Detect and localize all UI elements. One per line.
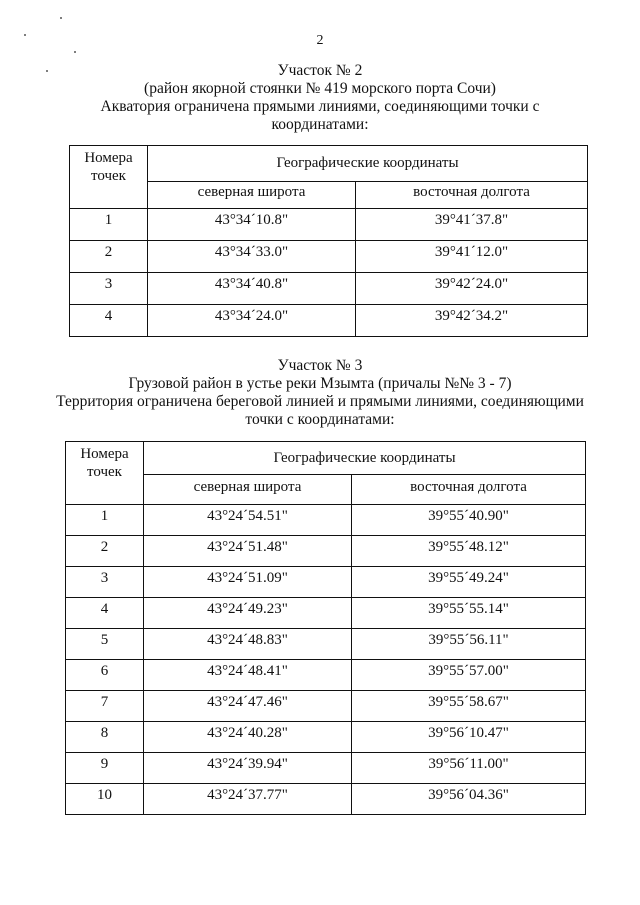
longitude-cell: 39°55´40.90" [352, 505, 586, 536]
section3-subtitle: Грузовой район в устье реки Мзымта (причалы №№ 3 - 7) [128, 375, 512, 392]
point-number: 3 [70, 273, 148, 305]
longitude-cell: 39°56´10.47" [352, 722, 586, 753]
latitude-cell: 43°34´40.8" [148, 273, 356, 305]
column-header-number [66, 442, 144, 505]
table-row [66, 660, 586, 691]
section2-description-line1: Акватория ограничена прямыми линиями, соединяющими точки с [100, 98, 540, 115]
point-number: 5 [66, 629, 144, 660]
point-number: 2 [66, 536, 144, 567]
longitude-cell: 39°55´56.11" [352, 629, 586, 660]
longitude-cell: 39°55´48.12" [352, 536, 586, 567]
latitude-cell: 43°24´49.23" [144, 598, 352, 629]
table-row [66, 536, 586, 567]
section2-subtitle: (район якорной стоянки № 419 морского порта Сочи) [144, 80, 496, 97]
column-header-number-line2: точек [91, 168, 126, 184]
longitude-cell: 39°56´11.00" [352, 753, 586, 784]
point-number: 7 [66, 691, 144, 722]
column-header-geo: Географические координаты [144, 442, 586, 475]
scan-speck [60, 17, 62, 19]
point-number: 4 [66, 598, 144, 629]
column-header-number-line1: Номера [80, 446, 129, 462]
longitude-cell: 39°42´24.0" [356, 273, 588, 305]
latitude-cell: 43°34´10.8" [148, 209, 356, 241]
section3-heading [40, 357, 600, 429]
table-row [66, 505, 586, 536]
longitude-cell: 39°55´55.14" [352, 598, 586, 629]
table-row [70, 273, 588, 305]
section2-heading [40, 62, 600, 134]
column-header-number-line1: Номера [84, 150, 133, 166]
point-number: 1 [66, 505, 144, 536]
latitude-cell: 43°24´39.94" [144, 753, 352, 784]
table-row [70, 209, 588, 241]
column-header-longitude: восточная долгота [356, 182, 588, 209]
point-number: 2 [70, 241, 148, 273]
column-header-number [70, 146, 148, 209]
column-header-latitude: северная широта [148, 182, 356, 209]
latitude-cell: 43°24´37.77" [144, 784, 352, 815]
section3-description-line1: Территория ограничена береговой линией и прямыми линиями, соединяющими [56, 393, 584, 410]
column-header-longitude: восточная долгота [352, 475, 586, 505]
section3-title: Участок № 3 [277, 357, 363, 374]
column-header-latitude: северная широта [144, 475, 352, 505]
latitude-cell: 43°24´47.46" [144, 691, 352, 722]
latitude-cell: 43°24´51.09" [144, 567, 352, 598]
table-row [70, 305, 588, 337]
longitude-cell: 39°41´37.8" [356, 209, 588, 241]
longitude-cell: 39°55´49.24" [352, 567, 586, 598]
table-row [66, 753, 586, 784]
longitude-cell: 39°55´57.00" [352, 660, 586, 691]
point-number: 8 [66, 722, 144, 753]
section3-coordinates-table [65, 441, 586, 815]
column-header-geo: Географические координаты [148, 146, 588, 182]
table-row [66, 629, 586, 660]
point-number: 4 [70, 305, 148, 337]
longitude-cell: 39°42´34.2" [356, 305, 588, 337]
section2-coordinates-table [69, 145, 588, 337]
point-number: 10 [66, 784, 144, 815]
table-row [66, 567, 586, 598]
section3-description-line2: точки с координатами: [245, 411, 395, 428]
table-row [66, 691, 586, 722]
section2-title: Участок № 2 [277, 62, 363, 79]
longitude-cell: 39°41´12.0" [356, 241, 588, 273]
point-number: 6 [66, 660, 144, 691]
point-number: 9 [66, 753, 144, 784]
latitude-cell: 43°24´48.41" [144, 660, 352, 691]
point-number: 1 [70, 209, 148, 241]
table-row [66, 722, 586, 753]
point-number: 3 [66, 567, 144, 598]
page-number: 2 [316, 33, 324, 48]
longitude-cell: 39°56´04.36" [352, 784, 586, 815]
scan-speck [74, 51, 76, 53]
section2-description-line2: координатами: [271, 116, 369, 133]
latitude-cell: 43°34´33.0" [148, 241, 356, 273]
latitude-cell: 43°34´24.0" [148, 305, 356, 337]
latitude-cell: 43°24´54.51" [144, 505, 352, 536]
latitude-cell: 43°24´40.28" [144, 722, 352, 753]
table-row [66, 598, 586, 629]
column-header-number-line2: точек [87, 464, 122, 480]
longitude-cell: 39°55´58.67" [352, 691, 586, 722]
latitude-cell: 43°24´48.83" [144, 629, 352, 660]
latitude-cell: 43°24´51.48" [144, 536, 352, 567]
table-row [66, 784, 586, 815]
table-row [70, 241, 588, 273]
